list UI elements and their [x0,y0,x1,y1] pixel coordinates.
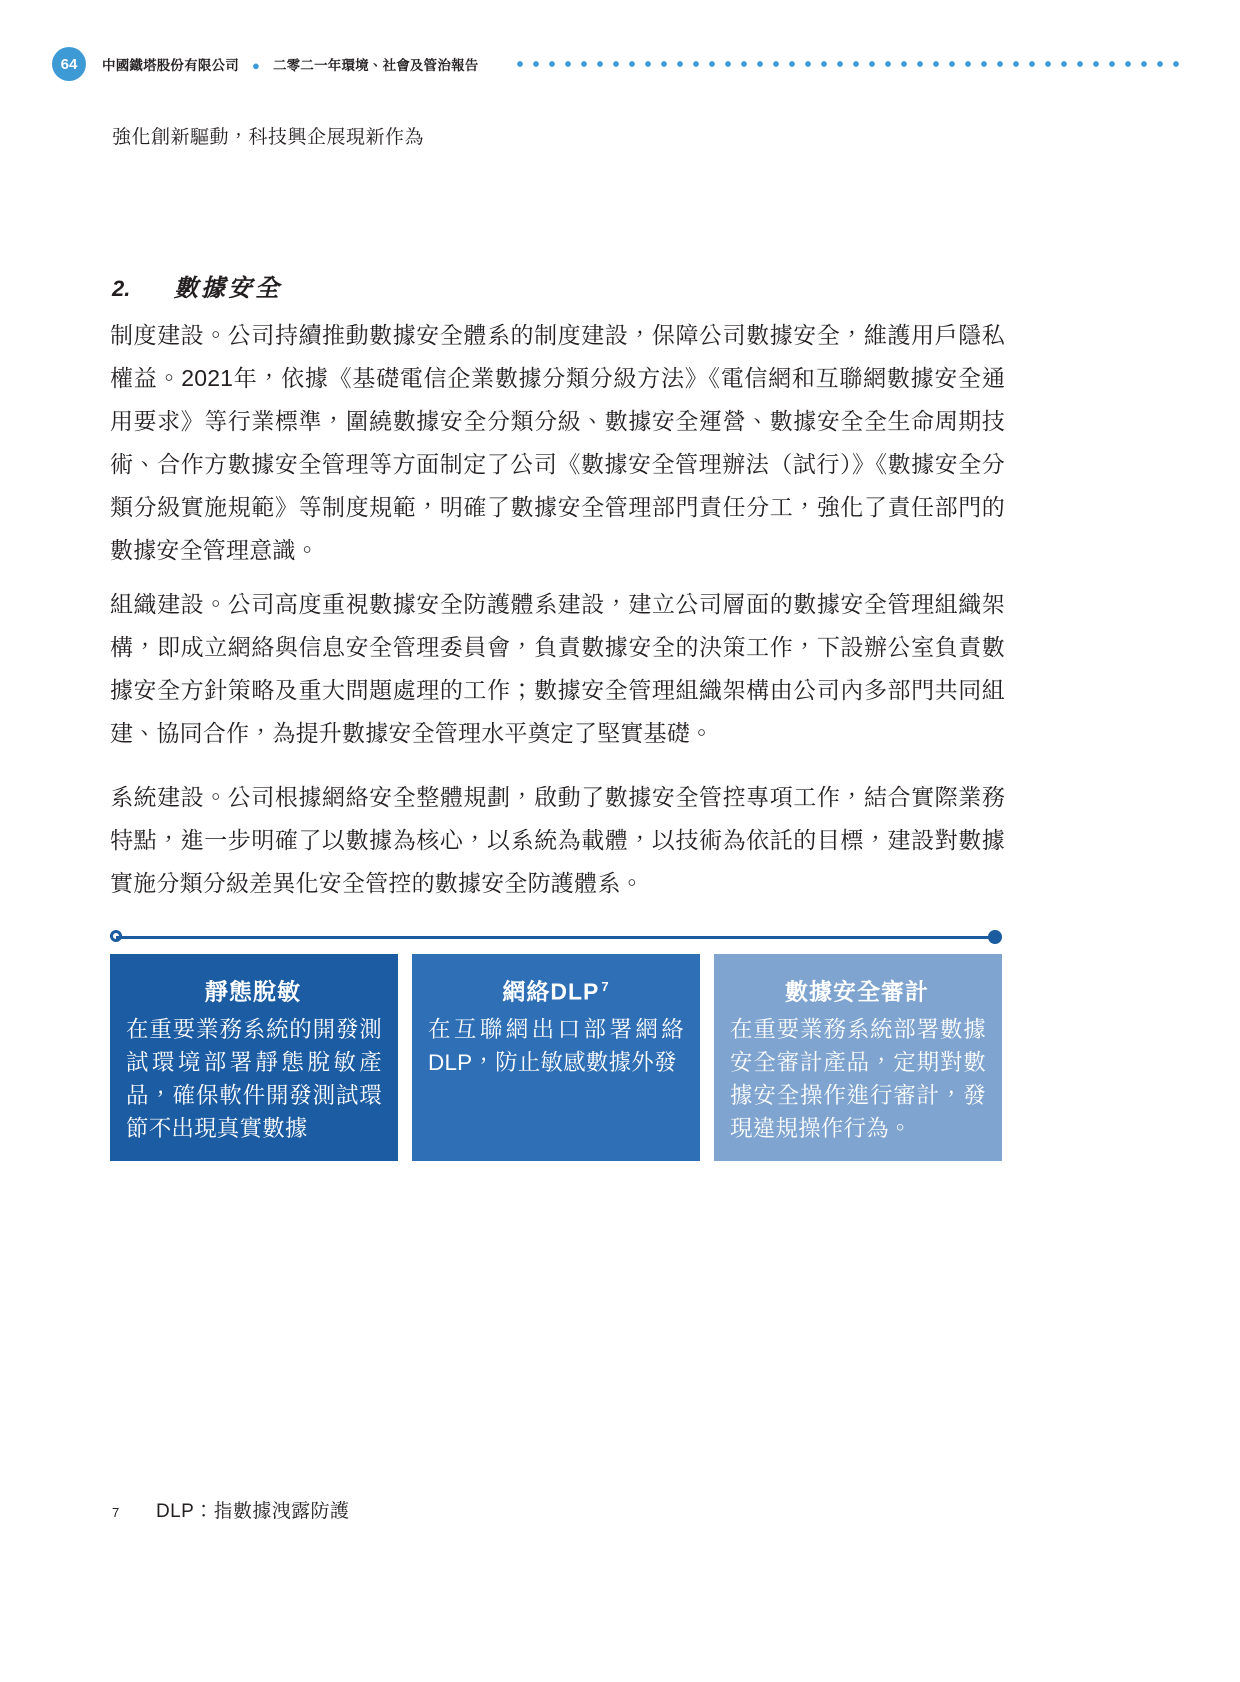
card-network-dlp [412,954,700,1161]
timeline-end-dot-icon [988,930,1002,944]
timeline-bar [116,936,996,939]
card-title-superscript: 7 [601,979,610,994]
header-separator-dot-icon: ● [251,58,261,73]
header-company: 中國鐵塔股份有限公司 [102,58,239,73]
card-static-masking [110,954,398,1161]
card-title-text: 數據安全審計 [785,978,929,1005]
timeline-rule [110,930,1002,946]
footnote-marker: 7 [112,1505,120,1520]
measures-card-group [110,954,1002,1161]
header-dot-rule [512,60,1188,68]
section-heading [112,268,282,303]
card-title [126,972,382,1007]
page-header [52,46,1188,82]
card-title [730,972,986,1007]
paragraph-system-building: 系統建設。公司根據網絡安全整體規劃，啟動了數據安全管控專項工作，結合實際業務特點，進一步明確了以數據為核心，以系統為載體，以技術為依託的目標，建設對數據實施分類分級差異化安全管控的數據安全防護體系。 [110,784,1005,896]
footnote-text: DLP：指數據洩露防護 [156,1501,350,1522]
page-number-badge: 64 [52,47,86,81]
card-body: 在重要業務系統的開發測試環境部署靜態脫敏產品，確保軟件開發測試環節不出現真實數據 [126,1016,382,1141]
header-report-title: 二零二一年環境、社會及管治報告 [272,58,479,73]
card-title-text: 網絡DLP [502,978,600,1005]
card-data-security-audit [714,954,1002,1161]
paragraph-organization-building: 組織建設。公司高度重視數據安全防護體系建設，建立公司層面的數據安全管理組織架構，即成立網絡與信息安全管理委員會，負責數據安全的決策工作，下設辦公室負責數據安全方針策略及重大問題處理的工作；數據安全管理組織架構由公司內多部門共同組建、協同合作，為提升數據安全管理水平奠定了堅實基礎。 [110,591,1005,746]
section-number: 2. [112,276,131,301]
card-title-text: 靜態脫敏 [205,978,301,1005]
footnote [112,1496,349,1523]
section-title: 數據安全 [174,275,282,302]
card-title [428,972,684,1007]
card-body: 在重要業務系統部署數據安全審計產品，定期對數據安全操作進行審計，發現違規操作行為。 [730,1016,986,1141]
header-title [102,54,478,74]
paragraph-institution-building: 制度建設。公司持續推動數據安全體系的制度建設，保障公司數據安全，維護用戶隱私權益。2021年，依據《基礎電信企業數據分類分級方法》《電信網和互聯網數據安全通用要求》等行業標準，圍繞數據安全分類分級、數據安全運營、數據安全全生命周期技術、合作方數據安全管理等方面制定了公司《數據安全管理辦法（試行）》《數據安全分類分級實施規範》等制度規範，明確了數據安全管理部門責任分工，強化了責任部門的數據安全管理意識。 [110,322,1005,563]
running-title: 強化創新驅動，科技興企展現新作為 [112,127,425,148]
card-body: 在互聯網出口部署網絡DLP，防止敏感數據外發 [428,1016,684,1075]
